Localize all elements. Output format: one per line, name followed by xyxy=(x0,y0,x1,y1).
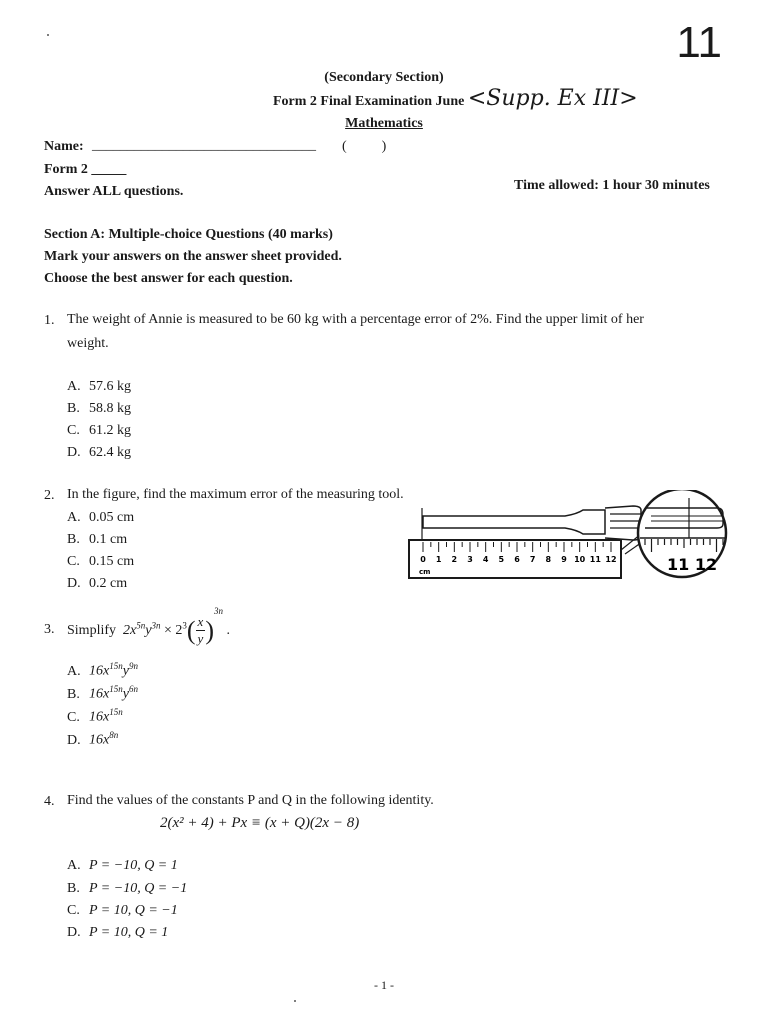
ruler-label: 9 xyxy=(561,555,567,564)
option-text: 0.2 cm xyxy=(89,576,128,591)
fraction-numerator: x xyxy=(197,614,204,630)
option-letter: B. xyxy=(67,881,80,896)
option-exponent: 15n xyxy=(109,661,123,671)
ruler-label: 7 xyxy=(529,555,536,564)
option-text: 57.6 kg xyxy=(89,379,131,394)
ruler-label: 5 xyxy=(498,555,505,564)
option-text: P = 10, Q = −1 xyxy=(89,903,178,918)
option-letter: A. xyxy=(67,858,81,873)
question-1-option-b[interactable] xyxy=(67,401,131,417)
page-number: 11 xyxy=(676,18,722,67)
time-allowed: Time allowed: 1 hour 30 minutes xyxy=(514,178,710,193)
question-1-line2: weight. xyxy=(67,336,109,351)
ruler-unit: cm xyxy=(419,568,431,576)
class-number-field[interactable]: ( ) xyxy=(342,139,387,154)
form-label: Form 2 _____ xyxy=(44,162,127,177)
scan-speck xyxy=(47,34,49,36)
expr-exponent: 5n xyxy=(136,620,146,631)
option-letter: A. xyxy=(67,510,81,525)
question-1-text xyxy=(67,308,644,356)
option-exponent: 15n xyxy=(109,707,123,717)
expr-exponent: 3n xyxy=(213,606,223,616)
option-letter: B. xyxy=(67,686,80,702)
answer-all-instruction: Answer ALL questions. xyxy=(44,184,184,199)
question-4-identity: 2(x² + 4) + Px ≡ (x + Q)(2x − 8) xyxy=(160,815,360,831)
question-3-prefix: Simplify xyxy=(67,623,117,638)
left-paren: ( xyxy=(186,615,196,645)
name-label: Name: xyxy=(44,139,84,154)
question-3-number: 3. xyxy=(44,622,55,637)
question-2-option-d[interactable] xyxy=(67,576,127,592)
fraction-denominator: y xyxy=(197,631,204,647)
magnified-labels: 11 12 xyxy=(667,555,718,574)
option-text: 0.1 cm xyxy=(89,532,128,547)
option-text: 62.4 kg xyxy=(89,445,131,460)
ruler-label: 3 xyxy=(467,555,473,564)
expr-end: . xyxy=(226,623,230,638)
exam-title-text: Form 2 Final Examination June xyxy=(273,94,465,109)
choose-best-instruction: Choose the best answer for each question. xyxy=(44,271,293,286)
exam-title xyxy=(273,86,638,111)
expr-exponent: 3 xyxy=(182,620,187,631)
ruler-label: 6 xyxy=(514,555,520,564)
ruler-label: 8 xyxy=(545,555,552,564)
option-exponent: 8n xyxy=(109,730,119,740)
option-text: 58.8 kg xyxy=(89,401,131,416)
option-text: 0.15 cm xyxy=(89,554,135,569)
option-letter: C. xyxy=(67,903,80,918)
option-letter: B. xyxy=(67,401,80,416)
fraction xyxy=(196,614,206,647)
option-letter: C. xyxy=(67,709,80,725)
mark-answers-instruction: Mark your answers on the answer sheet provided. xyxy=(44,249,342,264)
question-4-option-a[interactable] xyxy=(67,858,178,874)
question-2-option-b[interactable] xyxy=(67,532,127,548)
ruler-label: 11 xyxy=(589,555,601,564)
question-4-text: Find the values of the constants P and Q in the following identity. xyxy=(67,793,434,808)
option-base: 16x xyxy=(89,663,110,679)
question-4-option-c[interactable] xyxy=(67,903,178,919)
option-text: 61.2 kg xyxy=(89,423,131,438)
option-text: 0.05 cm xyxy=(89,510,135,525)
question-2-number: 2. xyxy=(44,488,55,503)
ruler-label: 0 xyxy=(420,555,426,564)
expr-exponent: 3n xyxy=(151,620,161,631)
question-2-text: In the figure, find the maximum error of the measuring tool. xyxy=(67,487,404,502)
option-exponent: 15n xyxy=(109,684,123,694)
ruler-label: 4 xyxy=(482,555,489,564)
question-1-option-c[interactable] xyxy=(67,423,131,439)
question-1-line1: The weight of Annie is measured to be 60 kg with a percentage error of 2%. Find the upper limit of her xyxy=(67,312,644,327)
question-2-option-c[interactable] xyxy=(67,554,134,570)
option-exponent: 9n xyxy=(128,661,138,671)
right-paren: ) xyxy=(205,615,214,645)
ruler-label: 1 xyxy=(435,555,442,564)
question-3-text xyxy=(67,606,230,647)
option-letter: D. xyxy=(67,576,81,591)
scan-speck xyxy=(294,1000,296,1002)
expr-times: × 2 xyxy=(163,623,183,638)
option-text: P = −10, Q = 1 xyxy=(89,858,178,873)
ruler-label: 10 xyxy=(574,555,586,564)
option-exponent: 6n xyxy=(128,684,138,694)
option-letter: C. xyxy=(67,423,80,438)
question-2-option-a[interactable] xyxy=(67,510,134,526)
question-4-option-d[interactable] xyxy=(67,925,168,941)
option-base: 16x xyxy=(89,732,110,748)
question-3-option-d[interactable] xyxy=(67,730,118,749)
fork-icon xyxy=(423,510,605,534)
option-letter: A. xyxy=(67,663,81,679)
option-base: 16x xyxy=(89,709,110,725)
ruler-label: 12 xyxy=(605,555,617,564)
question-3-option-c[interactable] xyxy=(67,707,123,726)
ruler-label: 2 xyxy=(451,555,458,564)
expr-y: y xyxy=(145,623,152,638)
option-letter: D. xyxy=(67,445,81,460)
option-y: y xyxy=(122,686,129,702)
fork-head xyxy=(605,506,641,540)
expr-base: 2x xyxy=(123,623,137,638)
option-text: P = −10, Q = −1 xyxy=(89,881,188,896)
option-text: P = 10, Q = 1 xyxy=(89,925,169,940)
option-letter: C. xyxy=(67,554,80,569)
question-3-option-b[interactable] xyxy=(67,684,138,703)
subject-title: Mathematics xyxy=(345,116,423,131)
question-1-number: 1. xyxy=(44,313,55,328)
option-letter: B. xyxy=(67,532,80,547)
section-a-title: Section A: Multiple-choice Questions (40 marks) xyxy=(44,227,333,242)
question-4-number: 4. xyxy=(44,794,55,809)
question-1-option-d[interactable] xyxy=(67,445,131,461)
question-3-option-a[interactable] xyxy=(67,661,138,680)
name-blank[interactable]: ________________________________ xyxy=(92,138,316,153)
option-base: 16x xyxy=(89,686,110,702)
handwritten-note: <Supp. Ex III> xyxy=(467,86,638,111)
option-letter: D. xyxy=(67,925,81,940)
option-letter: A. xyxy=(67,379,81,394)
option-letter: D. xyxy=(67,732,81,748)
question-4-option-b[interactable] xyxy=(67,881,187,897)
option-y: y xyxy=(122,663,129,679)
question-1-option-a[interactable] xyxy=(67,379,131,395)
page-footer: - 1 - xyxy=(374,978,394,992)
measuring-figure xyxy=(405,490,735,590)
section-heading: (Secondary Section) xyxy=(324,70,444,85)
